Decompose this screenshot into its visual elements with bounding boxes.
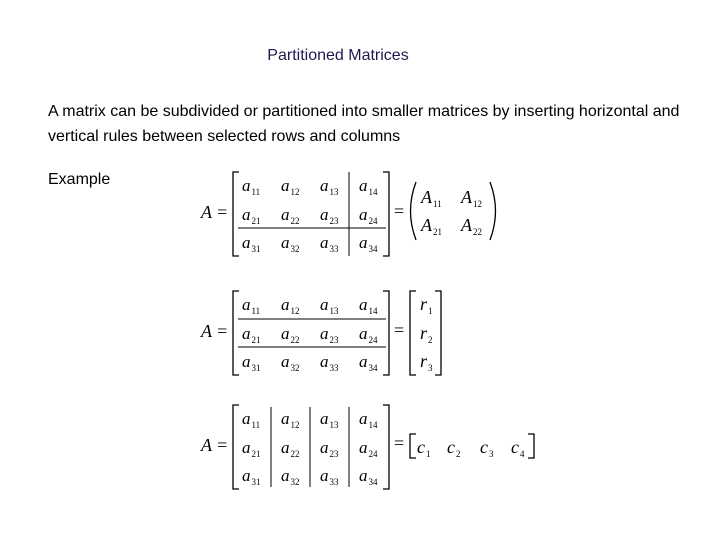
eq1-matrix-entries	[242, 176, 378, 254]
column-vector-entry: $c_1$	[417, 437, 431, 459]
matrix-entry: $a_{34}$	[359, 466, 378, 487]
eq1-rhs-right-paren	[490, 182, 496, 240]
intro-paragraph: A matrix can be subdivided or partitioned into smaller matrices by inserting horizontal and vertical rules between selected rows and columns	[48, 103, 680, 145]
equation-2-row-partition	[200, 291, 441, 375]
eq3-rhs-right-bracket	[528, 434, 534, 458]
matrix-entry: $a_{33}$	[320, 352, 339, 373]
matrix-entry: $a_{13}$	[320, 176, 339, 197]
matrix-entry: $a_{31}$	[242, 352, 261, 373]
matrix-entry: $a_{13}$	[320, 409, 339, 430]
matrix-entry: $a_{12}$	[281, 295, 300, 316]
matrix-entry: $a_{31}$	[242, 233, 261, 254]
column-vector-entry: $c_2$	[447, 437, 461, 459]
matrix-entry: $a_{23}$	[320, 205, 339, 226]
matrix-entry: $a_{24}$	[359, 324, 378, 345]
matrix-entry: $a_{14}$	[359, 409, 378, 430]
eq3-left-bracket	[233, 405, 239, 489]
matrix-entry: $a_{12}$	[281, 176, 300, 197]
column-vector-entry: $c_4$	[511, 437, 525, 459]
matrix-entry: $a_{24}$	[359, 438, 378, 459]
eq1-left-bracket	[233, 172, 239, 256]
matrix-entry: $a_{12}$	[281, 409, 300, 430]
matrix-entry: $a_{24}$	[359, 205, 378, 226]
equation-1-block-partition	[200, 172, 496, 256]
row-vector-entry: $r_2$	[420, 323, 433, 345]
matrix-entry: $a_{32}$	[281, 233, 300, 254]
eq2-left-bracket	[233, 291, 239, 375]
example-label: Example	[48, 171, 111, 188]
matrix-entry: $a_{32}$	[281, 352, 300, 373]
matrix-entry: $a_{21}$	[242, 438, 261, 459]
matrix-entry: $a_{33}$	[320, 466, 339, 487]
eq2-rhs-left-bracket	[410, 291, 416, 375]
row-vector-entry: $r_3$	[420, 351, 433, 373]
matrix-entry: $a_{22}$	[281, 438, 300, 459]
eq2-matrix-entries	[242, 295, 378, 373]
block-entry: $A_{21}$	[421, 215, 442, 237]
eq3-right-bracket	[383, 405, 389, 489]
matrix-entry: $a_{22}$	[281, 205, 300, 226]
matrix-entry: $a_{33}$	[320, 233, 339, 254]
eq1-equals: =	[394, 201, 405, 221]
eq1-rhs-left-paren	[411, 182, 417, 240]
eq2-equals: =	[394, 320, 405, 340]
block-entry: $A_{12}$	[461, 187, 482, 209]
eq2-lhs-symbol: A =	[201, 321, 229, 341]
row-vector-entry: $r_1$	[420, 294, 433, 316]
eq1-lhs-symbol: A =	[201, 202, 229, 222]
eq2-row-entries	[420, 294, 433, 373]
matrix-entry: $a_{34}$	[359, 233, 378, 254]
equation-3-column-partition	[200, 405, 534, 489]
block-entry: $A_{22}$	[461, 215, 482, 237]
matrix-entry: $a_{34}$	[359, 352, 378, 373]
matrix-entry: $a_{31}$	[242, 466, 261, 487]
matrix-entry: $a_{22}$	[281, 324, 300, 345]
matrix-entry: $a_{32}$	[281, 466, 300, 487]
matrix-entry: $a_{21}$	[242, 324, 261, 345]
slide-title: Partitioned Matrices	[267, 47, 409, 64]
matrix-entry: $a_{14}$	[359, 295, 378, 316]
eq1-right-bracket	[383, 172, 389, 256]
matrix-entry: $a_{11}$	[242, 176, 261, 197]
column-vector-entry: $c_3$	[480, 437, 494, 459]
eq3-equals: =	[394, 433, 405, 453]
matrix-entry: $a_{11}$	[242, 409, 261, 430]
block-entry: $A_{11}$	[421, 187, 442, 209]
matrix-entry: $a_{21}$	[242, 205, 261, 226]
eq3-lhs-symbol: A =	[201, 435, 229, 455]
eq2-right-bracket	[383, 291, 389, 375]
matrix-entry: $a_{23}$	[320, 324, 339, 345]
eq1-block-entries	[420, 187, 482, 237]
matrix-entry: $a_{23}$	[320, 438, 339, 459]
eq2-rhs-right-bracket	[435, 291, 441, 375]
eq3-rhs-left-bracket	[410, 434, 416, 458]
eq3-column-entries	[417, 437, 525, 459]
matrix-entry: $a_{13}$	[320, 295, 339, 316]
matrix-entry: $a_{11}$	[242, 295, 261, 316]
matrix-entry: $a_{14}$	[359, 176, 378, 197]
